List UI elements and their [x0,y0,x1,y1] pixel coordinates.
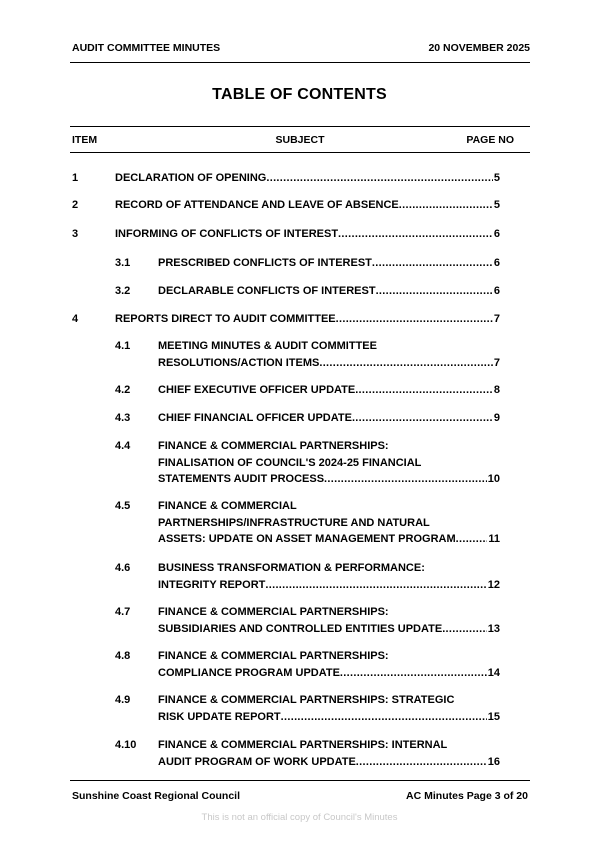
toc-entry-number: 4.9 [115,694,131,706]
toc-entry-page: 15 [487,710,500,723]
toc-entry-text: DECLARATION OF OPENING [115,172,267,184]
toc-entry-text: AUDIT PROGRAM OF WORK UPDATE [158,755,356,768]
dot-leader [319,355,493,372]
toc-entry-text: CHIEF FINANCIAL OFFICER UPDATE [158,412,352,424]
toc-entry-number: 4.6 [115,562,131,574]
toc-entry-page: 6 [493,228,500,240]
toc-entry-text: INFORMING OF CONFLICTS OF INTEREST [115,228,339,240]
toc-entry-last-line [158,471,500,488]
watermark: This is not an official copy of Council's Minutes [201,812,398,823]
toc-entry-subject [115,170,500,187]
toc-entry-number: 4.7 [115,606,131,618]
toc-entry-text: ASSETS: UPDATE ON ASSET MANAGEMENT PROGRAM [158,533,456,545]
toc-entry-text: BUSINESS TRANSFORMATION & PERFORMANCE: [158,562,425,574]
toc-entry-text: FINANCE & COMMERCIAL [158,500,297,512]
toc-entry-last-line [115,197,500,214]
toc-entry-page: 9 [493,412,500,424]
dot-leader [356,754,487,771]
column-subject: SUBJECT [275,134,325,146]
dot-leader [266,170,493,187]
toc-entry-subject [158,498,500,548]
toc-entry-page: 16 [487,755,500,768]
toc-entry-text: FINANCE & COMMERCIAL PARTNERSHIPS: [158,606,389,618]
toc-entry-text: FINANCE & COMMERCIAL PARTNERSHIPS: [158,440,389,452]
toc-entry-subject [115,226,500,243]
toc-entry-text: FINANCE & COMMERCIAL PARTNERSHIPS: STRATEGIC [158,694,455,706]
toc-entry-last-line [158,665,500,682]
dot-leader [442,621,487,638]
toc-entry-number: 3.1 [115,257,131,269]
header-date: 20 NOVEMBER 2025 [428,42,530,54]
toc-entry-text: STATEMENTS AUDIT PROCESS [158,473,325,485]
toc-entry-number: 4.4 [115,440,131,452]
dot-leader [399,197,493,214]
toc-entry-page: 5 [493,199,500,211]
toc-entry-number: 4.10 [115,739,137,751]
toc-entry-number: 3 [72,228,79,240]
toc-entry-number: 4.8 [115,650,131,662]
toc-entry-last-line [158,754,500,771]
dot-leader [336,311,493,328]
toc-entry-text: REPORTS DIRECT TO AUDIT COMMITTEE [115,313,336,325]
dot-leader [376,283,493,300]
page-title: TABLE OF CONTENTS [212,86,387,103]
toc-entry-page: 11 [488,533,500,545]
toc-entry-text: COMPLIANCE PROGRAM UPDATE [158,666,340,679]
toc-entry-last-line [115,226,500,243]
toc-entry-last-line [158,709,500,726]
toc-entry-text: RISK UPDATE REPORT [158,710,281,723]
dot-leader [355,382,493,399]
toc-entry-page: 7 [493,356,500,369]
toc-entry-text: FINANCE & COMMERCIAL PARTNERSHIPS: [158,650,389,662]
footer-council: Sunshine Coast Regional Council [72,790,241,802]
column-header-bottom-rule [70,152,530,153]
toc-entry-subject [158,438,500,488]
column-header [72,134,528,148]
toc-entry-last-line [158,283,500,300]
toc-entry-text: CHIEF EXECUTIVE OFFICER UPDATE [158,384,356,396]
toc-entry-page: 10 [487,473,500,485]
dot-leader [352,410,493,427]
dot-leader [456,531,488,548]
toc-entry-page: 8 [493,384,500,396]
toc-entry-last-line [158,621,500,638]
dot-leader [324,471,487,488]
toc-entry-subject [158,692,500,725]
toc-entry-text: SUBSIDIARIES AND CONTROLLED ENTITIES UPDATE [158,622,443,635]
toc-entry-number: 2 [72,199,79,211]
toc-entry-text: RESOLUTIONS/ACTION ITEMS [158,356,320,369]
toc-entry-number: 4.2 [115,384,131,396]
toc-entry-last-line [158,382,500,399]
toc-entry-subject [158,410,500,427]
toc-entry-subject [158,737,500,770]
toc-entry-subject [158,560,500,593]
toc-entry-text: MEETING MINUTES & AUDIT COMMITTEE [158,340,377,352]
toc-entry-subject [115,197,500,214]
toc-entry-subject [158,382,500,399]
page-footer [72,790,528,804]
toc-entry-text: FINALISATION OF COUNCIL'S 2024-25 FINANCIAL [158,456,422,469]
toc-entry-number: 1 [72,172,79,184]
column-page: PAGE NO [466,134,514,146]
toc-entry-last-line [158,577,500,594]
toc-entry-text: FINANCE & COMMERCIAL PARTNERSHIPS: INTERNAL [158,739,448,751]
toc-entry-subject [158,338,500,371]
toc-entry-text: PARTNERSHIPS/INFRASTRUCTURE AND NATURAL [158,516,430,529]
toc-entry-last-line [115,311,500,328]
toc-entry-subject [158,604,500,637]
toc-entry-page: 6 [493,257,500,269]
toc-entry-last-line [158,531,500,548]
footer-rule [70,780,530,781]
toc-entry-subject [115,311,500,328]
toc-entry-last-line [158,410,500,427]
toc-entry-number: 4.1 [115,340,131,352]
dot-leader [372,255,493,272]
toc-entry-number: 3.2 [115,285,131,297]
toc-entry-number: 4.3 [115,412,131,424]
toc-entry-page: 14 [487,666,500,679]
toc-entry-last-line [115,170,500,187]
toc-entry-page: 12 [487,578,500,591]
dot-leader [281,709,487,726]
column-item: ITEM [72,134,98,146]
dot-leader [265,577,486,594]
toc-entry-text: INTEGRITY REPORT [158,578,266,591]
footer-page-number: AC Minutes Page 3 of 20 [406,790,528,802]
toc-entry-subject [158,255,500,272]
page-header [72,42,530,58]
toc-entry-number: 4 [72,313,79,325]
toc-entry-text: PRESCRIBED CONFLICTS OF INTEREST [158,257,372,269]
column-header-top-rule [70,126,530,127]
toc-entry-subject [158,648,500,681]
toc-entry-last-line [158,355,500,372]
toc-entry-page: 6 [493,285,500,297]
header-rule [70,62,530,63]
toc-entry-page: 5 [493,172,500,184]
toc-entry-page: 7 [493,313,500,325]
toc-entry-page: 13 [487,622,500,635]
toc-entry-text: RECORD OF ATTENDANCE AND LEAVE OF ABSENCE [115,199,399,211]
toc-entry-number: 4.5 [115,500,131,512]
dot-leader [338,226,493,243]
toc-entry-subject [158,283,500,300]
header-title: AUDIT COMMITTEE MINUTES [72,42,221,54]
dot-leader [340,665,487,682]
toc-entry-text: DECLARABLE CONFLICTS OF INTEREST [158,285,376,297]
toc-entry-last-line [158,255,500,272]
